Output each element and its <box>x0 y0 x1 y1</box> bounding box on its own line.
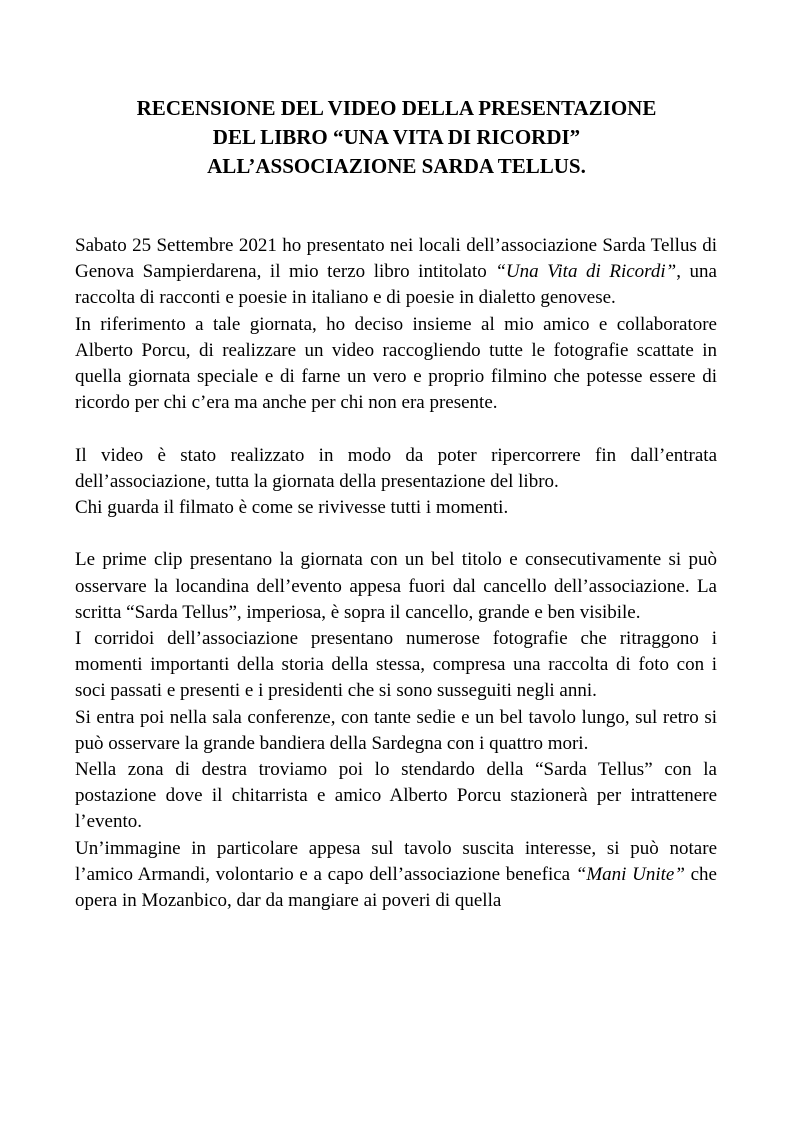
document-title <box>60 94 733 181</box>
paragraph-conference-room: Si entra poi nella sala conferenze, con tante sedie e un bel tavolo lungo, sul retro si può osservare la grande bandiera della Sardegna con i quattro mori. <box>75 706 717 754</box>
association-name-italic: “Mani Unite” <box>575 863 685 885</box>
paragraph-video-idea: In riferimento a tale giornata, ho deciso insieme al mio amico e collaboratore Alberto Porcu, di realizzare un video raccogliendo tutte le fotografie scattate in quella giornata speciale e di farne un vero e proprio filmino che potesse essere di ricordo per chi c’era ma anche per chi non era presente. <box>75 313 717 414</box>
paragraph-image-armandi <box>75 836 717 915</box>
paragraph-intro-text: Sabato 25 Settembre 2021 ho presentato nei locali dell’associazione Sarda Tellus di Genova Sampierdarena, il mio terzo libro intitolato <box>75 235 717 283</box>
title-line-1: RECENSIONE DEL VIDEO DELLA PRESENTAZIONE <box>136 96 657 120</box>
paragraph-video-structure: Il video è stato realizzato in modo da poter ripercorrere fin dall’entrata dell’associazione, tutta la giornata della presentazione del libro. <box>75 444 717 492</box>
title-line-3: ALL’ASSOCIAZIONE SARDA TELLUS. <box>207 154 586 178</box>
paragraph-corridors: I corridoi dell’associazione presentano numerose fotografie che ritraggono i momenti importanti della storia della stessa, compresa una raccolta di foto con i soci passati e presenti e i presidenti che si sono susseguiti negli anni. <box>75 628 717 702</box>
paragraph-right-area: Nella zona di destra troviamo poi lo stendardo della “Sarda Tellus” con la postazione dove il chitarrista e amico Alberto Porcu stazionerà per intrattenere l’evento. <box>75 759 717 833</box>
book-title-italic: “Una Vita di Ricordi” <box>495 261 677 283</box>
paragraph-first-clips: Le prime clip presentano la giornata con un bel titolo e consecutivamente si può osservare la locandina dell’evento appesa fuori dal cancello dell’associazione. La scritta “Sarda Tellus”, imperiosa, è sopra il cancello, grande e ben visibile. <box>75 549 717 623</box>
paragraph-image-text-end: che opera in Mozanbico, dar da mangiare ai poveri di quella <box>75 863 717 912</box>
paragraph-relive: Chi guarda il filmato è come se rivivesse tutti i momenti. <box>75 497 509 519</box>
title-line-2: DEL LIBRO “UNA VITA DI RICORDI” <box>212 125 581 149</box>
document-body <box>75 233 717 914</box>
paragraph-image-text: Un’immagine in particolare appesa sul tavolo suscita interesse, si può notare l’amico Armandi, volontario e a capo dell’associazione benefica <box>75 837 717 885</box>
paragraph-intro <box>75 233 717 312</box>
paragraph-intro-text-end: , una raccolta di racconti e poesie in italiano e di poesie in dialetto genovese. <box>75 261 717 309</box>
